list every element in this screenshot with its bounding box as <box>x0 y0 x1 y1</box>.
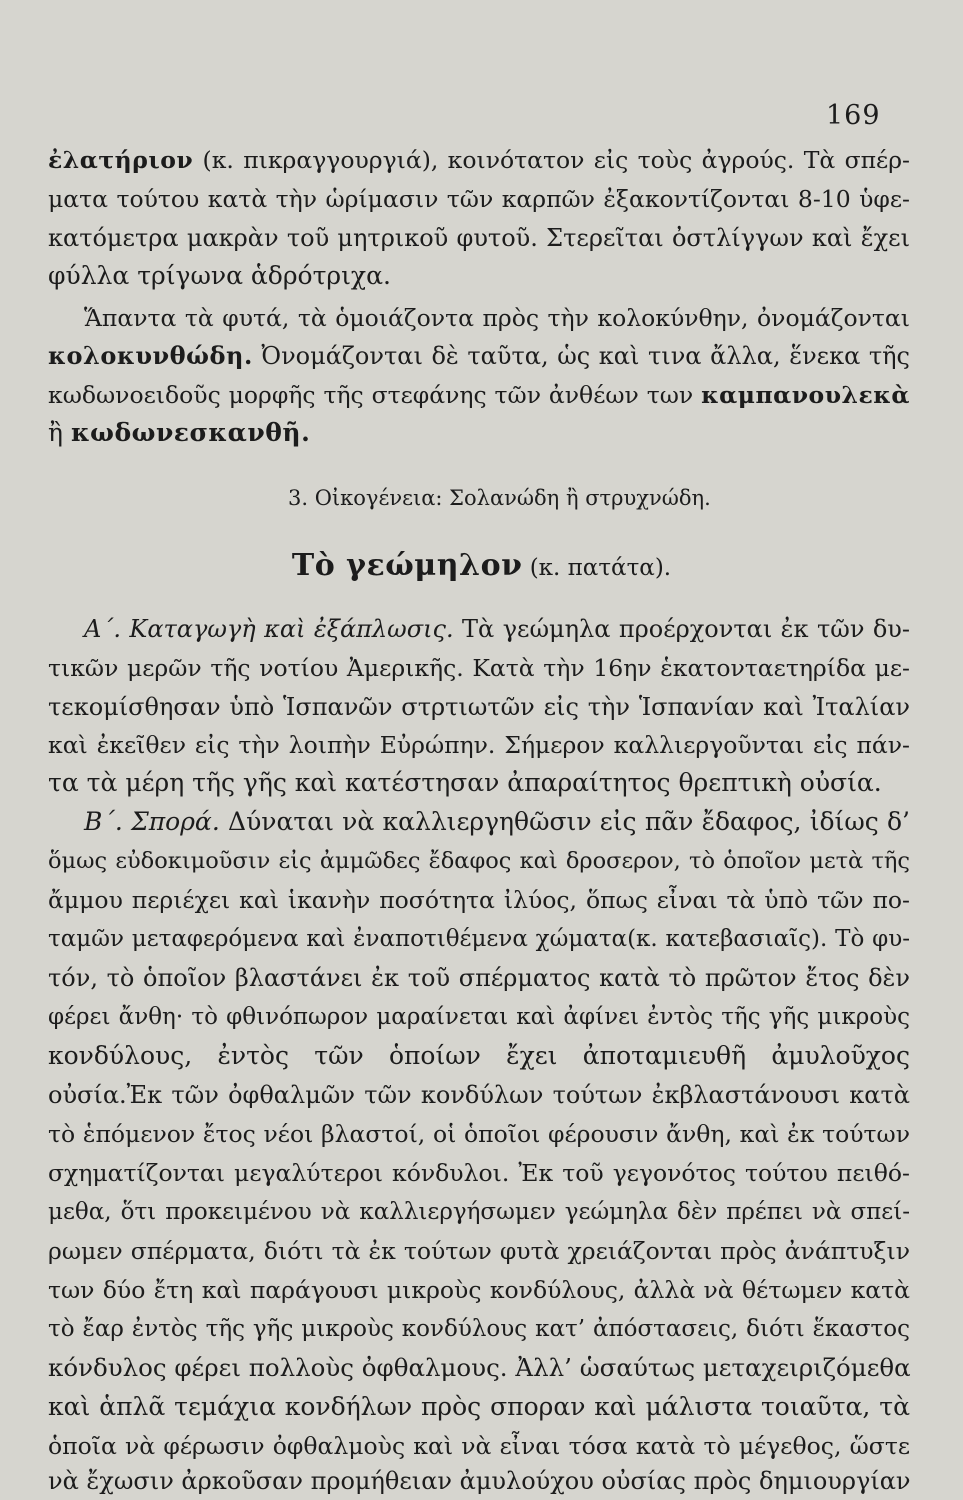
para3-line2: τικῶν μερῶν τῆς νοτίου Ἀμερικῆς. Κατὰ τὴν 16ην ἑκατονταετηρίδα με- <box>48 654 910 682</box>
para4-line7: κονδύλους, ἐντὸς τῶν ὁποίων ἔχει ἀποταμιευθῆ ἀμυλοῦχος <box>48 1041 910 1070</box>
section-title-sub: (κ. πατάτα). <box>522 555 672 581</box>
para4-line6: φέρει ἄνθη· τὸ φθινόπωρον μαραίνεται καὶ ἀφίνει ἐντὸς τῆς γῆς μικροὺς <box>48 1004 910 1030</box>
para4-line3: ἄμμου περιέχει καὶ ἱκανὴν ποσότητα ἰλύος, ὅπως εἶναι τὰ ὑπὸ τῶν πο- <box>48 886 910 914</box>
term-kampanouleka: καμπανουλεκὰ <box>701 381 910 409</box>
para4-line1 <box>84 805 910 839</box>
term-kodoneskanthi: κωδωνεσκανθῆ. <box>70 418 311 447</box>
para1-line1-text: (κ. πικραγγουργιά), κοινότατον εἰς τοὺς ἀγρούς. Τὰ σπέρ- <box>193 146 910 174</box>
para2-line3 <box>48 378 910 412</box>
para4-line16: καὶ ἁπλᾶ τεμάχια κονδήλων πρὸς σποραν καὶ μάλιστα τοιαῦτα, τὰ <box>48 1392 910 1421</box>
para4-line11: μεθα, ὅτι προκειμένου νὰ καλλιεργήσωμεν γεώμηλα δὲν πρέπει νὰ σπεί- <box>48 1199 910 1225</box>
para4-line10: σχηματίζονται μεγαλύτεροι κόνδυλοι. Ἐκ τοῦ γεγονότος τούτου πειθό- <box>48 1159 910 1187</box>
para3-line3: τεκομίσθησαν ὑπὸ Ἱσπανῶν στρτιωτῶν εἰς τὴν Ἱσπανίαν καὶ Ἰταλίαν <box>48 693 910 721</box>
para2-line1: Ἅπαντα τὰ φυτά, τὰ ὁμοιάζοντα πρὸς τὴν κολοκύνθην, ὀνομάζονται <box>84 304 910 332</box>
para4-line12: ρωμεν σπέρματα, διότι τὰ ἐκ τούτων φυτὰ χρειάζονται πρὸς ἀνάπτυξιν <box>48 1237 910 1265</box>
para3-line4: καὶ ἐκεῖθεν εἰς τὴν λοιπὴν Εὐρώπην. Σήμερον καλλιεργοῦνται εἰς πάν- <box>48 731 910 759</box>
para2-line4-text: ἢ <box>48 418 71 447</box>
para4-line4: ταμῶν μεταφερόμενα καὶ ἐναποτιθέμενα χώματα(κ. κατεβασιαῖς). Τὸ φυ- <box>48 926 910 952</box>
para4-line14: τὸ ἔαρ ἐντὸς τῆς γῆς μικροὺς κονδύλους κατ’ ἀπόστασεις, διότι ἕκαστος <box>48 1316 910 1342</box>
para4-line8: οὐσία.Ἐκ τῶν ὀφθαλμῶν τῶν κονδύλων τούτων ἐκβλαστάνουσι κατὰ <box>48 1081 910 1109</box>
para4-line18: νὰ ἔχωσιν ἀρκοῦσαν προμήθειαν ἀμυλούχου οὐσίας πρὸς δημιουργίαν <box>48 1467 911 1495</box>
family-heading: 3. Οἰκογένεια: Σολανώδη ἢ στρυχνώδη. <box>288 486 711 510</box>
term-elaterion: ἐλατήριον <box>48 146 194 174</box>
para4-line9: τὸ ἑπόμενον ἔτος νέοι βλαστοί, οἱ ὁποῖοι φέρουσιν ἄνθη, καὶ ἐκ τούτων <box>48 1120 910 1148</box>
para4-line2: ὅμως εὐδοκιμοῦσιν εἰς ἀμμῶδες ἔδαφος καὶ δροσερον, τὸ ὁποῖον μετὰ τῆς <box>48 848 910 874</box>
para4-line17: ὁποῖα νὰ φέρωσιν ὀφθαλμοὺς καὶ νὰ εἶναι τόσα κατὰ τὸ μέγεθος, ὥστε <box>48 1432 910 1460</box>
section-title <box>0 548 963 586</box>
para3-line5: τα τὰ μέρη τῆς γῆς καὶ κατέστησαν ἀπαραίτητος θρεπτικὴ οὐσία. <box>48 768 882 797</box>
page-number: 169 <box>826 100 881 131</box>
para4-line1-text: Δύναται νὰ καλλιεργηθῶσιν εἰς πᾶν ἔδαφος, ἰδίως δ’ <box>219 807 910 836</box>
para1-line3: κατόμετρα μακρὰν τοῦ μητρικοῦ φυτοῦ. Στερεῖται ὀστλίγγων καὶ ἔχει <box>48 224 910 252</box>
para3-line1-text: Τὰ γεώμηλα προέρχονται ἐκ τῶν δυ- <box>453 615 911 643</box>
para4-line5: τόν, τὸ ὁποῖον βλαστάνει ἐκ τοῦ σπέρματος κατὰ τὸ πρῶτον ἔτος δὲν <box>48 964 910 992</box>
para2-line2 <box>48 339 910 373</box>
para3-line1 <box>84 612 910 646</box>
term-kolokynthodi: κολοκυνθώδη. <box>48 341 253 370</box>
subheading-origin: Α΄. Καταγωγὴ καὶ ἐξάπλωσις. <box>84 615 454 643</box>
para2-line2-text: Ὀνομάζονται δὲ ταῦτα, ὡς καὶ τινα ἄλλα, ἕνεκα τῆς <box>252 342 910 370</box>
para1-line1 <box>48 143 910 177</box>
para2-line3-text: κωδωνοειδοῦς μορφῆς τῆς στεφάνης τῶν ἀνθέων των <box>48 381 702 409</box>
para4-line13: των δύο ἔτη καὶ παράγουσι μικροὺς κονδύλους, ἀλλὰ νὰ θέτωμεν κατὰ <box>48 1276 910 1304</box>
subheading-sowing: Β΄. Σπορά. <box>84 807 220 836</box>
para2-line4 <box>48 416 910 450</box>
para1-line4: φύλλα τρίγωνα ἁδρότριχα. <box>48 261 391 290</box>
para4-line15: κόνδυλος φέρει πολλοὺς ὀφθαλμους. Ἀλλ’ ὡσαύτως μεταχειριζόμεθα <box>48 1353 911 1382</box>
section-title-main: Τὸ γεώμηλον <box>291 548 523 583</box>
para1-line2: ματα τούτου κατὰ τὴν ὡρίμασιν τῶν καρπῶν ἐξακοντίζονται 8-10 ὑφε- <box>48 185 910 213</box>
